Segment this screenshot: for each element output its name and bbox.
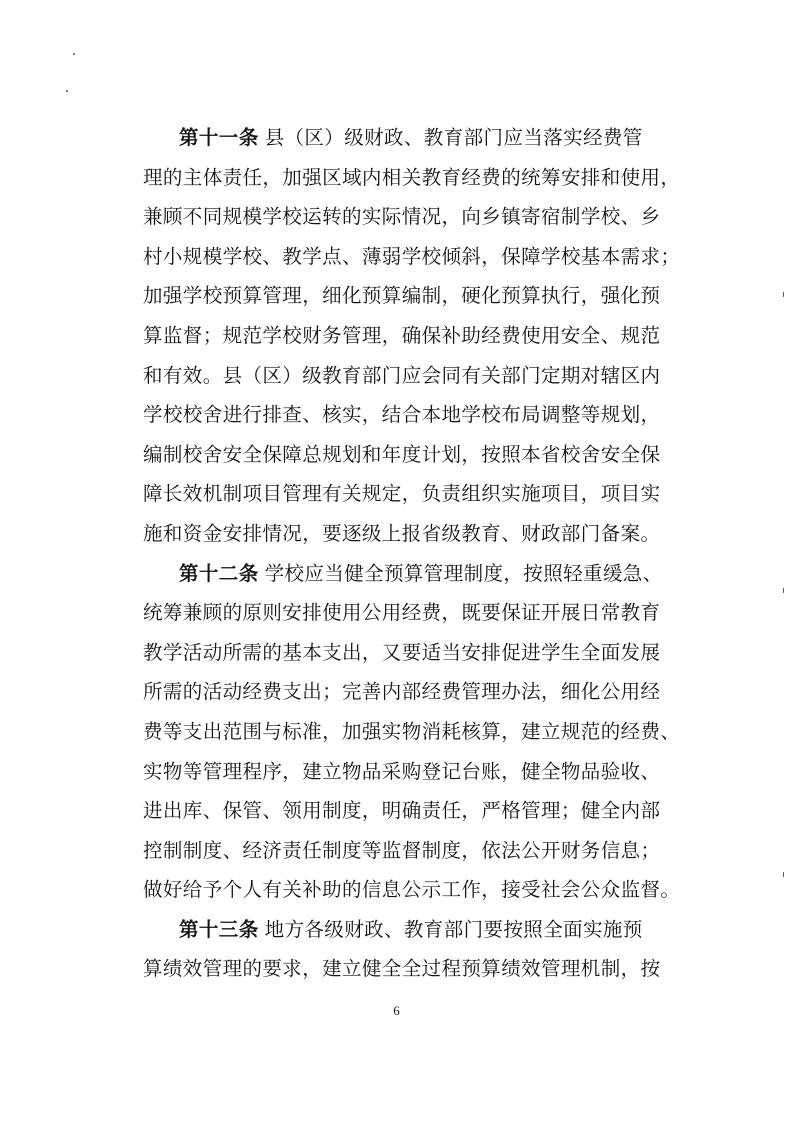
paragraph-line: 加强学校预算管理，细化预算编制，硬化预算执行，强化预 [143,284,661,308]
paragraph-line: 教学活动所需的基本支出，又要适当安排促进学生全面发展 [143,640,661,664]
paragraph-line: 统筹兼顾的原则安排使用公用经费，既要保证开展日常教育 [143,601,661,625]
paragraph-text: 学校应当健全预算管理制度，按照轻重缓急、 [264,561,663,585]
paragraph-line: 学校校舍进行排查、核实，结合本地学校布局调整等规划， [143,403,661,427]
paragraph-line [143,118,683,158]
scan-speck [66,90,68,92]
article-number: 第十二条 [179,561,259,585]
page-number: 6 [393,1003,400,1018]
paragraph-line: 施和资金安排情况，要逐级上报省级教育、财政部门备案。 [143,521,661,545]
paragraph-line: 编制校舍安全保障总规划和年度计划，按照本省校舍安全保 [143,442,661,466]
paragraph-line: 所需的活动经费支出；完善内部经费管理办法，细化公用经 [143,680,661,704]
paragraph-line [143,554,683,594]
paragraph-line: 控制制度、经济责任制度等监督制度，依法公开财务信息； [143,838,661,862]
paragraph-text: 县（区）级财政、教育部门应当落实经费管 [264,126,643,149]
scan-speck [73,53,75,55]
paragraph-line: 村小规模学校、教学点、薄弱学校倾斜，保障学校基本需求； [143,244,681,268]
scan-speck [783,872,784,877]
scan-speck [783,588,784,593]
paragraph-line: 进出库、保管、领用制度，明确责任，严格管理；健全内部 [143,799,661,823]
article-number: 第十三条 [179,917,259,941]
paragraph-line: 实物等管理程序，建立物品采购登记台账，健全物品验收、 [143,759,661,783]
paragraph-line: 做好给予个人有关补助的信息公示工作，接受社会公众监督。 [143,878,681,902]
paragraph-line: 兼顾不同规模学校运转的实际情况，向乡镇寄宿制学校、乡 [143,205,661,229]
paragraph-line: 算绩效管理的要求，建立健全全过程预算绩效管理机制，按 [143,957,661,981]
paragraph-line: 理的主体责任，加强区域内相关教育经费的统筹安排和使用， [143,165,681,189]
paragraph-line: 算监督；规范学校财务管理，确保补助经费使用安全、规范 [143,323,661,347]
paragraph-line: 和有效。县（区）级教育部门应会同有关部门定期对辖区内 [143,363,661,387]
paragraph-text: 地方各级财政、教育部门要按照全面实施预 [264,917,643,941]
scan-speck [783,292,784,297]
document-body [143,118,683,989]
paragraph-line: 费等支出范围与标准，加强实物消耗核算，建立规范的经费、 [143,719,681,743]
paragraph-line [143,910,683,950]
paragraph-line: 障长效机制项目管理有关规定，负责组织实施项目，项目实 [143,482,661,506]
article-number: 第十一条 [179,126,259,149]
